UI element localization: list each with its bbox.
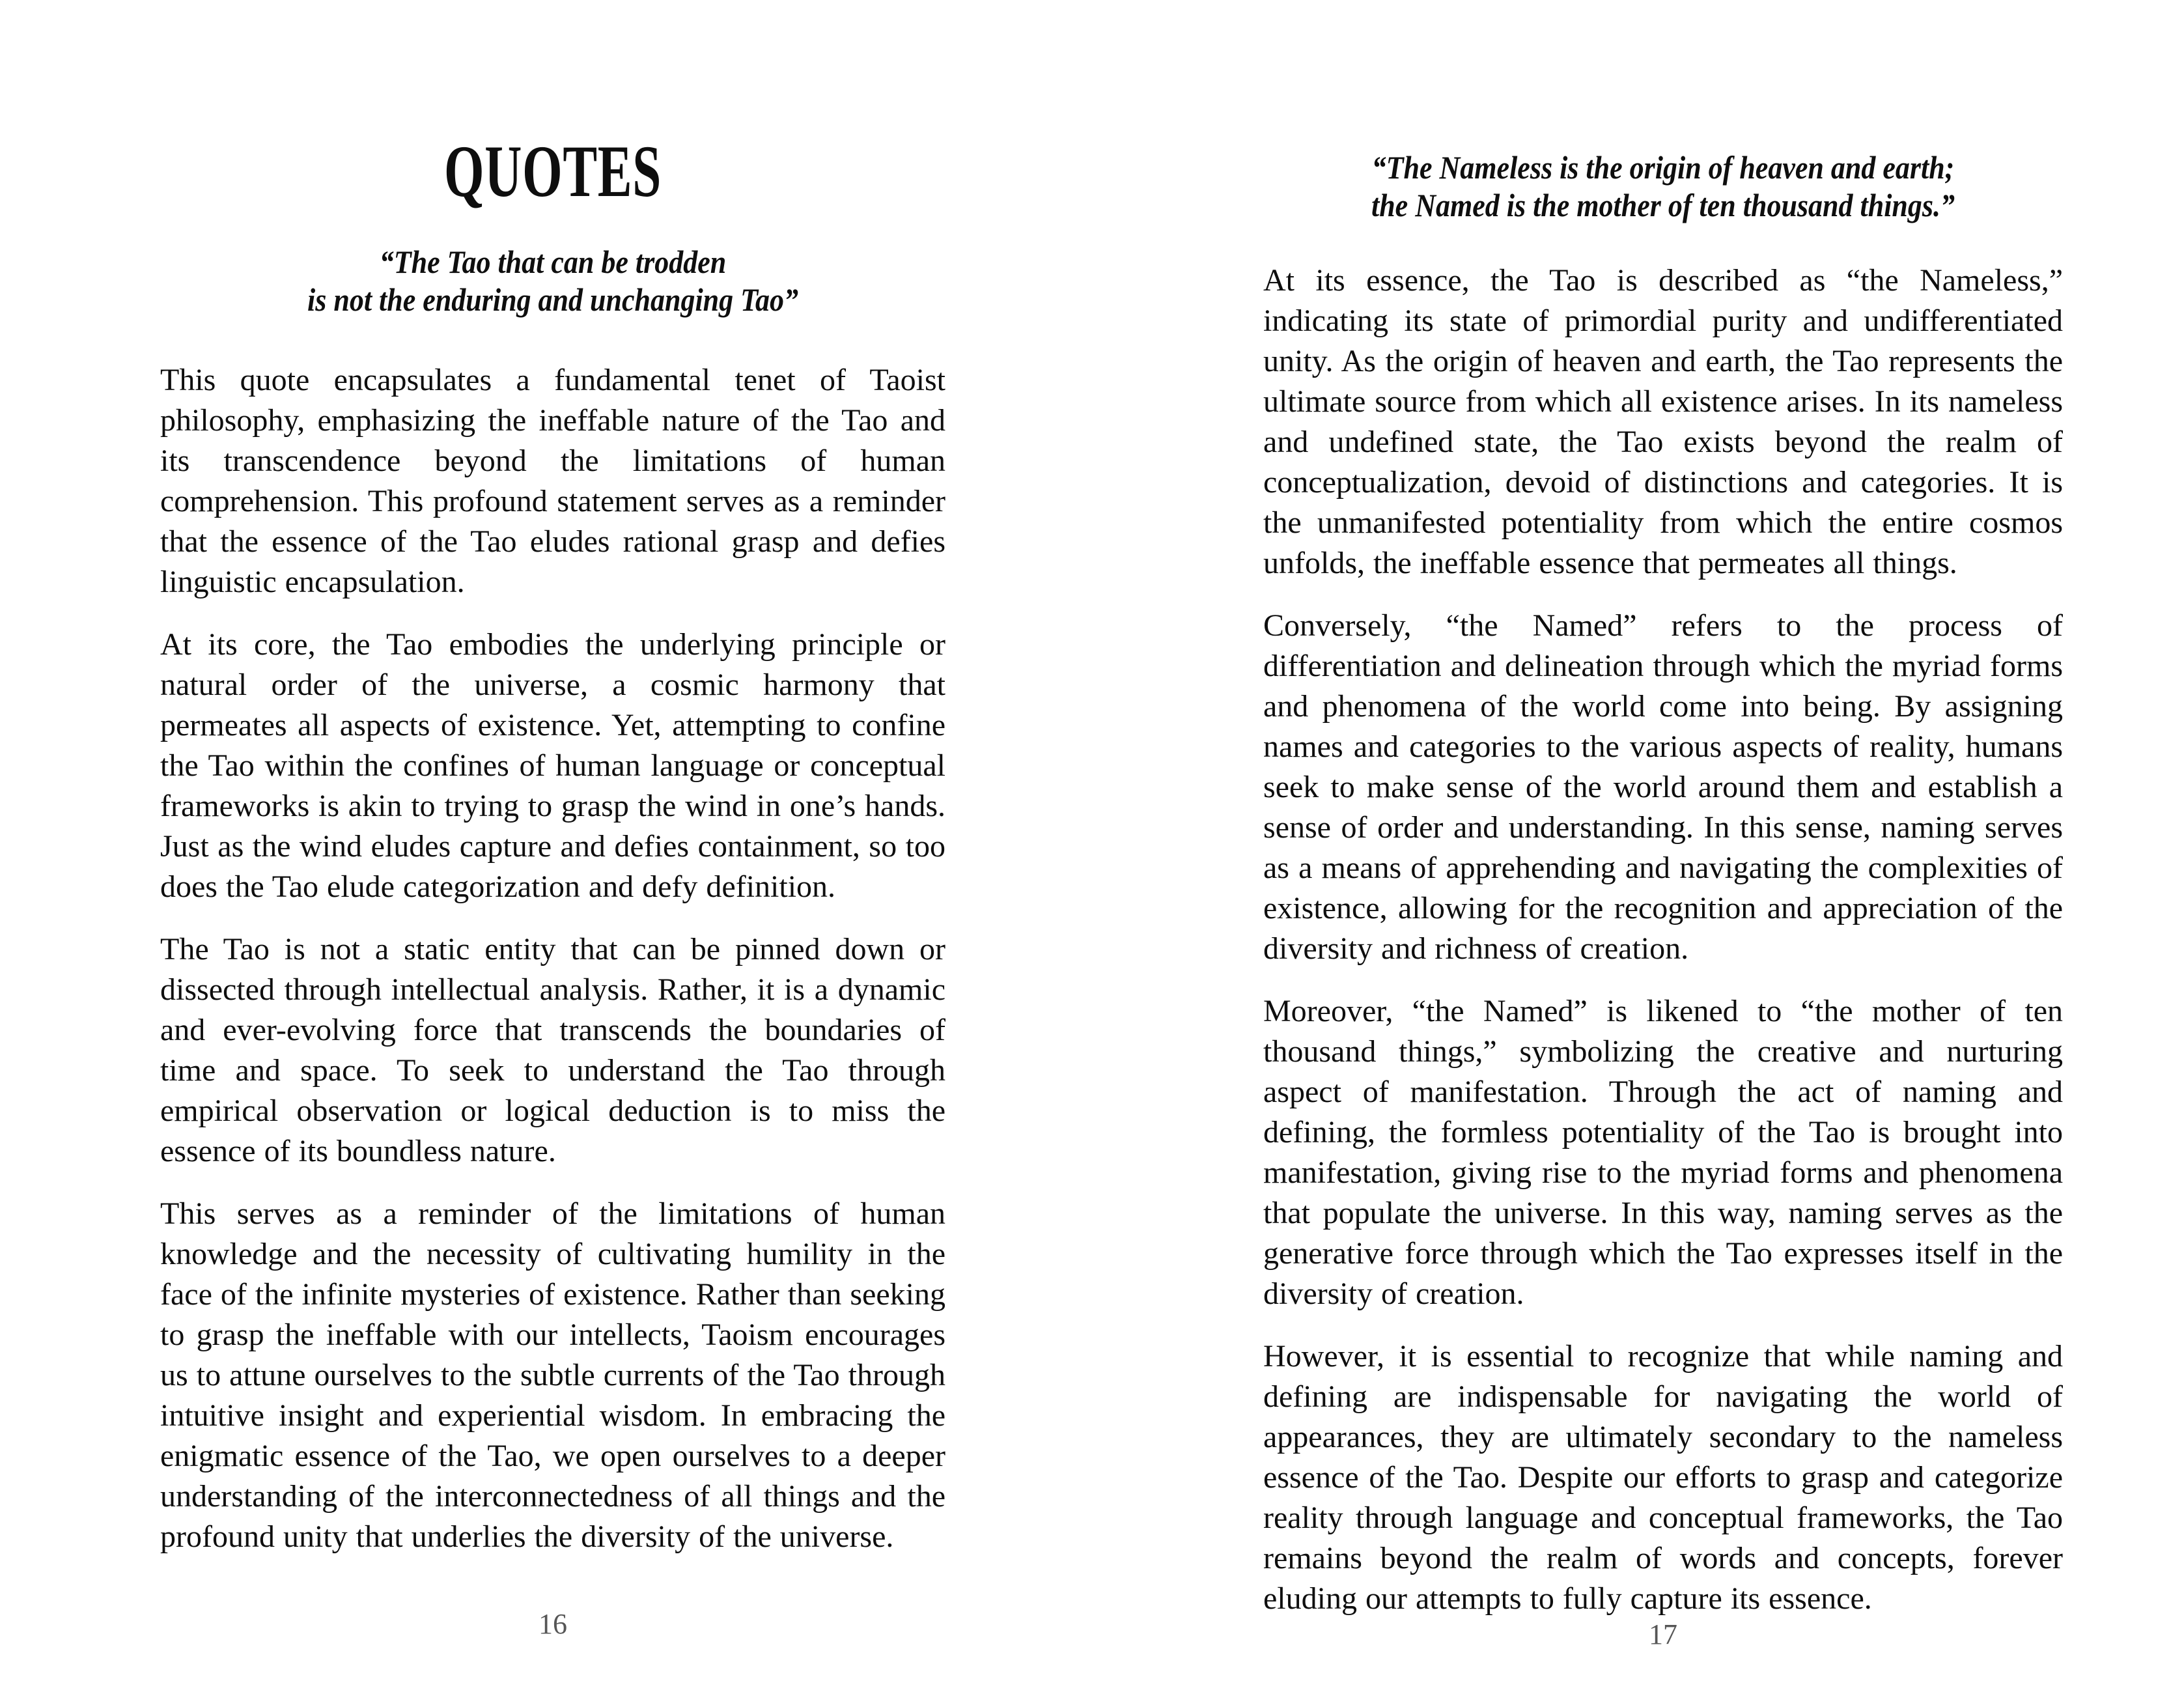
right-epigraph-quote: [1311, 148, 2015, 224]
body-paragraph: However, it is essential to recognize that while naming and defining are indispensable for navigating the world of appearances, they are ultimately secondary to the nameless essence of the Tao. Despite our efforts to grasp and categorize reality through language and conceptual frameworks, the Tao remains beyond the realm of words and concepts, forever eluding our attempts to fully capture its essence.: [1263, 1339, 2063, 1616]
page-left: [160, 0, 945, 1692]
page-right: [1263, 0, 2063, 1692]
body-paragraph: Conversely, “the Named” refers to the process of differentiation and delineation through which the myriad forms and phenomena of the world come into being. By assigning names and categories to the various aspects of reality, humans seek to make sense of the world around them and establish a sense of order and understanding. In this sense, naming serves as a means of apprehending and navigating the complexities of existence, allowing for the recognition and appreciation of the diversity and richness of creation.: [1263, 608, 2063, 966]
page-number-right: 17: [1649, 1618, 1677, 1650]
quote-line: the Named is the mother of ten thousand things.”: [1371, 187, 1955, 223]
body-paragraph: This quote encapsulates a fundamental tenet of Taoist philosophy, emphasizing the ineffable nature of the Tao and its transcendence beyond the limitations of human comprehension. This profound statement serves as a reminder that the essence of the Tao eludes rational grasp and defies linguistic encapsulation.: [160, 363, 945, 599]
body-paragraph: The Tao is not a static entity that can be pinned down or dissected through intellectual analysis. Rather, it is a dynamic and ever-evolving force that transcends the boundaries of time and space. To seek to understand the Tao through empirical observation or logical deduction is to miss the essence of its boundless nature.: [160, 932, 945, 1168]
body-paragraph: At its essence, the Tao is described as “the Nameless,” indicating its state of primordial purity and undifferentiated unity. As the origin of heaven and earth, the Tao represents the ultimate source from which all existence arises. In its nameless and undefined state, the Tao exists beyond the realm of conceptualization, devoid of distinctions and categories. It is the unmanifested potentiality from which the entire cosmos unfolds, the ineffable essence that permeates all things.: [1263, 263, 2063, 580]
body-paragraph: This serves as a reminder of the limitations of human knowledge and the necessity of cultivating humility in the face of the infinite mysteries of existence. Rather than seeking to grasp the ineffable with our intellects, Taoism encourages us to attune ourselves to the subtle currents of the Tao through intuitive insight and experiential wisdom. In embracing the enigmatic essence of the Tao, we open ourselves to a deeper understanding of the interconnectedness of all things and the profound unity that underlies the diversity of the universe.: [160, 1196, 945, 1554]
chapter-title: QUOTES: [444, 131, 662, 212]
body-paragraph: Moreover, “the Named” is likened to “the mother of ten thousand things,” symbolizing the creative and nurturing aspect of manifestation. Through the act of naming and defining, the formless potentiality of the Tao is brought into manifestation, giving rise to the myriad forms and phenomena that populate the universe. In this way, naming serves as the generative force through which the Tao expresses itself in the diversity of creation.: [1263, 994, 2063, 1311]
page-number-left: 16: [539, 1608, 567, 1640]
right-body-text: [1263, 261, 2063, 1641]
quote-line: “The Tao that can be trodden: [379, 244, 727, 280]
quote-line: “The Nameless is the origin of heaven and earth;: [1371, 149, 1955, 186]
left-epigraph-quote: [207, 243, 898, 318]
quote-line: is not the enduring and unchanging Tao”: [307, 281, 798, 318]
body-paragraph: At its core, the Tao embodies the underlying principle or natural order of the universe, a cosmic harmony that permeates all aspects of existence. Yet, attempting to confine the Tao within the confines of human language or conceptual frameworks is akin to trying to grasp the wind in one’s hands. Just as the wind eludes capture and defies containment, so too does the Tao elude categorization and defy definition.: [160, 627, 945, 904]
left-body-text: [160, 360, 945, 1579]
